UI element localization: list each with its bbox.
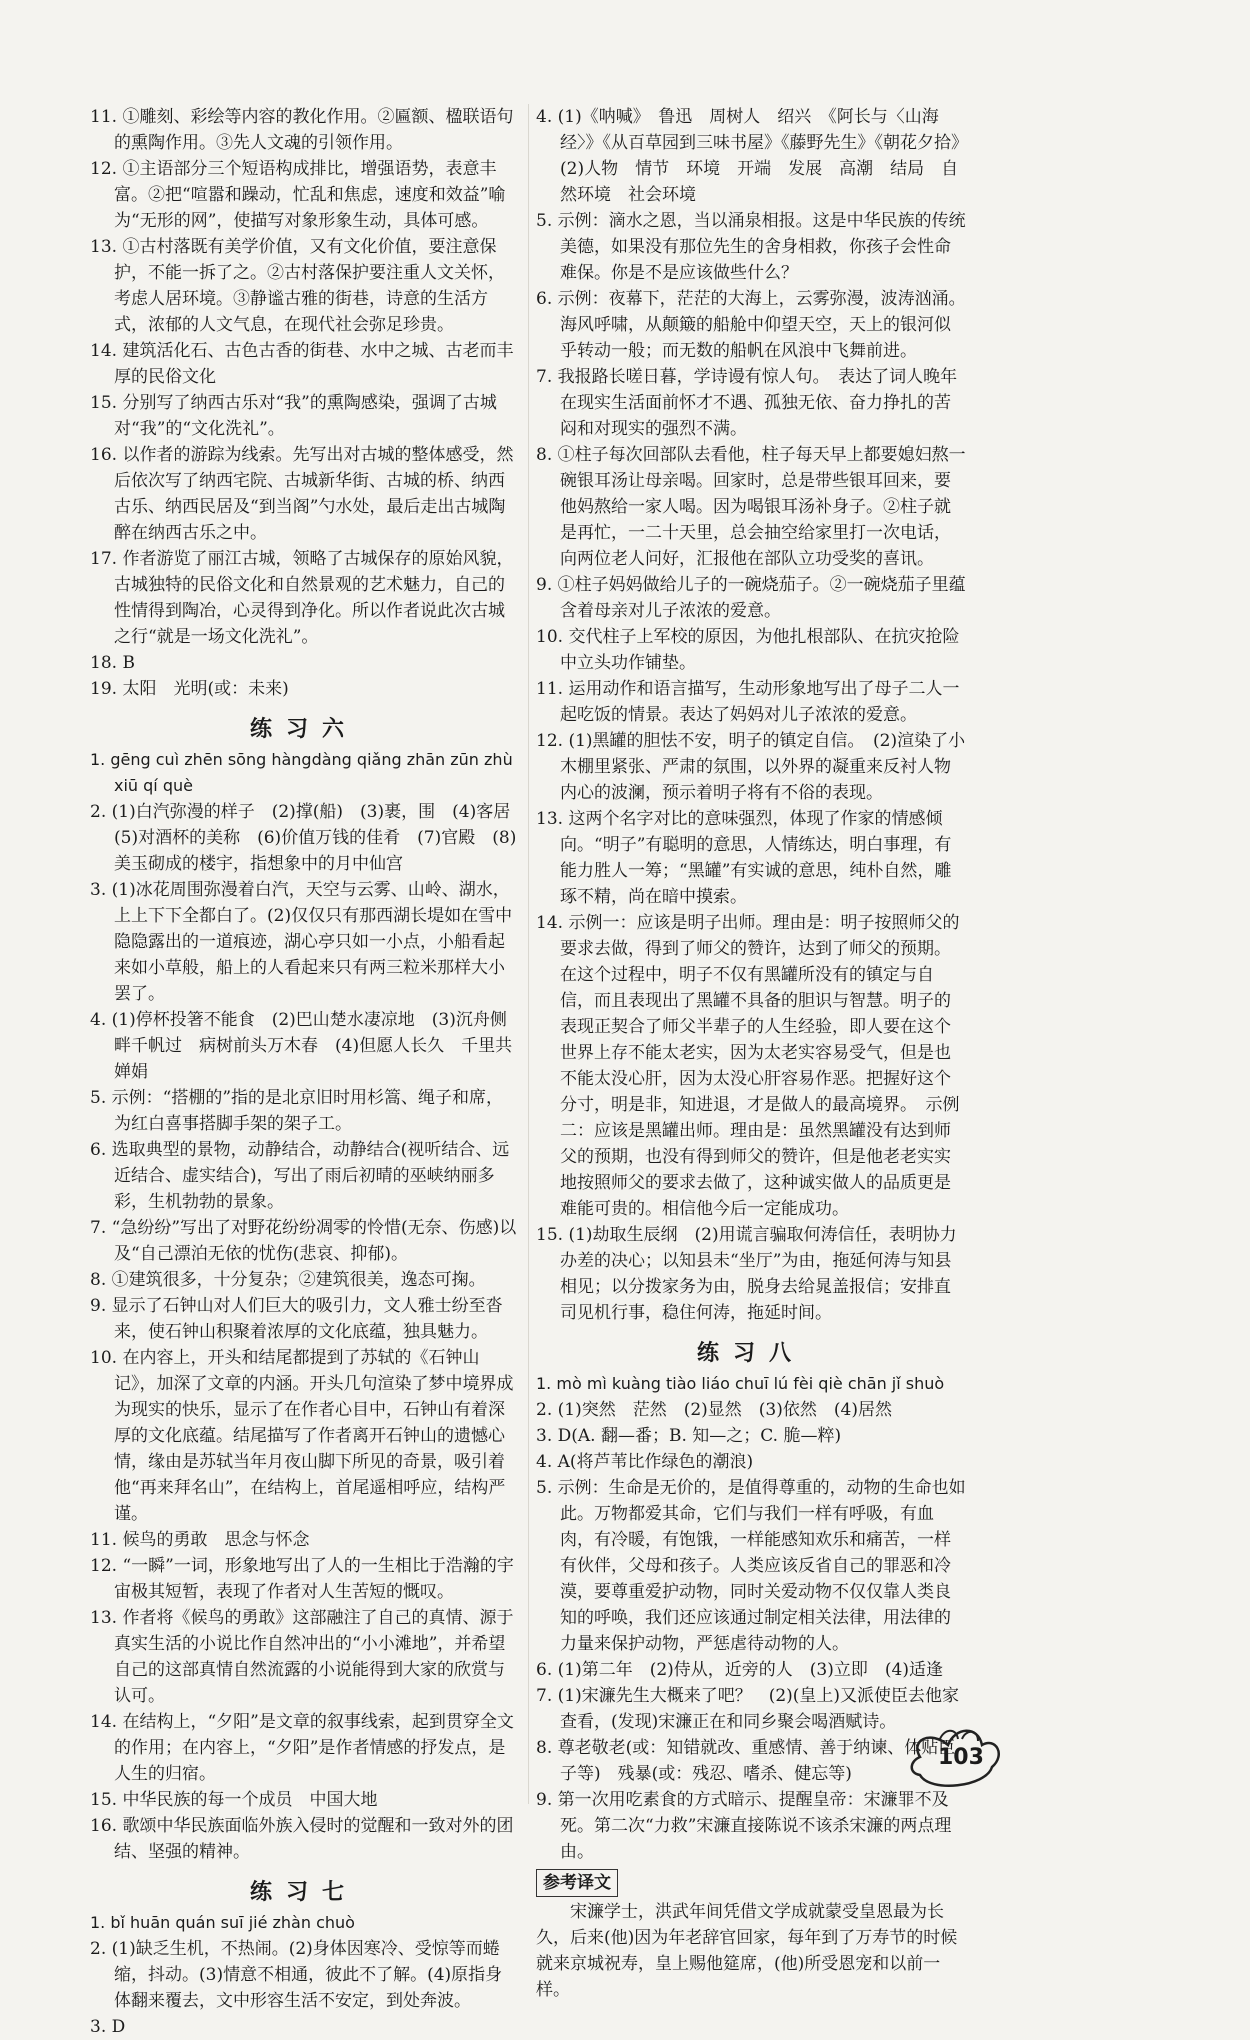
answer-item: 11. 候鸟的勇敢 思念与怀念	[90, 1530, 310, 1550]
answer-item: 3. D(A. 翻—番；B. 知—之；C. 脆—粹)	[536, 1426, 842, 1446]
answer-item: 13. 这两个名字对比的意味强烈，体现了作家的情感倾向。“明子”有聪明的意思，人情练达，明白事理，有能力胜人一筹；“黑罐”有实诚的意思，纯朴自然，雕琢不精，尚在暗中摸索。	[536, 809, 952, 907]
answer-item: 3. D	[90, 2017, 126, 2037]
section-heading-6: 练习六	[249, 716, 358, 742]
left-column	[90, 104, 528, 2040]
answer-item: 10. 交代柱子上军校的原因，为他扎根部队、在抗灾抢险中立头功作铺垫。	[536, 627, 960, 673]
answer-item: 15. 中华民族的每一个成员 中国大地	[90, 1790, 378, 1810]
page-number: 103	[938, 1745, 984, 1770]
answer-item: 5. 示例：滴水之恩，当以涌泉相报。这是中华民族的传统美德，如果没有那位先生的舍身相救，你孩子会性命难保。你是不是应该做些什么？	[536, 211, 966, 283]
answer-item: 14. 示例一：应该是明子出师。理由是：明子按照师父的要求去做，得到了师父的赞许，达到了师父的预期。在这个过程中，明子不仅有黑罐所没有的镇定与自信，而且表现出了黑罐不具备的胆识与智慧。明子的表现正契合了师父半辈子的人生经验，即人要在这个世界上存不能太老实，因为太老实容易受气，但是也不能太没心肝，因为太没心肝容易作恶。把握好这个分寸，明是非，知进退，才是做人的最高境界。 示例二：应该是黑罐出师。理由是：虽然黑罐没有达到师父的预期，也没有得到师父的赞许，但是他老老实实地按照师父的要求去做了，这种诚实做人的品质更是难能可贵的。相信他今后一定能成功。	[536, 913, 960, 1219]
section-heading-8: 练习八	[696, 1340, 805, 1366]
answer-item: 8. ①柱子每次回部队去看他，柱子每天早上都要媳妇熬一碗银耳汤让母亲喝。回家时，总是带些银耳回来，要他妈熬给一家人喝。因为喝银耳汤补身子。②柱子就是再忙，一二十天里，总会抽空给家里打一次电话，向两位老人问好，汇报他在部队立功受奖的喜讯。	[536, 445, 966, 569]
answer-item: 9. 显示了石钟山对人们巨大的吸引力，文人雅士纷至沓来，使石钟山积聚着浓厚的文化底蕴，独具魅力。	[90, 1296, 503, 1342]
answer-item: 16. 歌颂中华民族面临外族入侵时的觉醒和一致对外的团结、坚强的精神。	[90, 1816, 514, 1862]
answer-item: 11. 运用动作和语言描写，生动形象地写出了母子二人一起吃饭的情景。表达了妈妈对儿子浓浓的爱意。	[536, 679, 960, 725]
answer-item: 16. 以作者的游踪为线索。先写出对古城的整体感受，然后依次写了纳西宅院、古城新华街、古城的桥、纳西古乐、纳西民居及“到当阁”勺水处，最后走出古城陶醉在纳西古乐之中。	[90, 445, 514, 543]
section-heading-7: 练习七	[249, 1879, 358, 1905]
answer-item: 9. 第一次用吃素食的方式暗示、提醒皇帝：宋濂罪不及死。第二次“力救”宋濂直接陈说不该杀宋濂的两点理由。	[536, 1790, 952, 1862]
pinyin-answer: 1. mò mì kuàng tiào liáo chuī lú fèi qiè chān jǐ shuò	[536, 1374, 945, 1393]
answer-item: 8. ①建筑很多，十分复杂；②建筑很美，逸态可掬。	[90, 1270, 486, 1290]
answer-item: 7. “急纷纷”写出了对野花纷纷凋零的怜惜(无奈、伤感)以及“自己漂泊无依的忧伤(悲哀、抑郁)。	[90, 1218, 517, 1264]
answer-item: 4. (1)停杯投箸不能食 (2)巴山楚水凄凉地 (3)沉舟侧畔千帆过 病树前头万木春 (4)但愿人长久 千里共婵娟	[90, 1010, 513, 1082]
reference-translation-title: 参考译文	[536, 1869, 618, 1897]
answer-item: 13. 作者将《候鸟的勇敢》这部融注了自己的真情、源于真实生活的小说比作自然冲出的“小小滩地”，并希望自己的这部真情自然流露的小说能得到大家的欣赏与认可。	[90, 1608, 514, 1706]
answer-item: 4. A(将芦苇比作绿色的潮浪)	[536, 1452, 754, 1472]
answer-item: 11. ①雕刻、彩绘等内容的教化作用。②匾额、楹联语句的熏陶作用。③先人文魂的引领作用。	[90, 107, 514, 153]
answer-item: 9. ①柱子妈妈做给儿子的一碗烧茄子。②一碗烧茄子里蕴含着母亲对儿子浓浓的爱意。	[536, 575, 966, 621]
answer-item: 18. B	[90, 653, 135, 673]
answer-item: 10. 在内容上，开头和结尾都提到了苏轼的《石钟山记》，加深了文章的内涵。开头几句渲染了梦中境界成为现实的快乐，显示了在作者心目中，石钟山有着深厚的文化底蕴。结尾描写了作者离开石钟山的遗憾心情，缘由是苏轼当年月夜山脚下所见的奇景，吸引着他“再来拜名山”，在结构上，首尾遥相呼应，结构严谨。	[90, 1348, 514, 1524]
answer-item: 14. 建筑活化石、古色古香的街巷、水中之城、古老而丰厚的民俗文化	[90, 341, 514, 387]
answer-item: 6. 示例：夜幕下，茫茫的大海上，云雾弥漫，波涛汹涌。海风呼啸，从颠簸的船舱中仰望天空，天上的银河似乎转动一般；而无数的船帆在风浪中飞舞前进。	[536, 289, 966, 361]
answer-item: 13. ①古村落既有美学价值，又有文化价值，要注意保护，不能一拆了之。②古村落保护要注重人文关怀，考虑人居环境。③静谧古雅的街巷，诗意的生活方式，浓郁的人文气息，在现代社会弥足珍贵。	[90, 237, 505, 335]
answer-item: 2. (1)缺乏生机，不热闹。(2)身体因寒冷、受惊等而蜷缩，抖动。(3)情意不相通，彼此不了解。(4)原指身体翻来覆去，文中形容生活不安定，到处奔波。	[90, 1939, 503, 2011]
answer-item: 2. (1)突然 茫然 (2)显然 (3)依然 (4)居然	[536, 1400, 892, 1420]
answer-item: 4. (1)《呐喊》 鲁迅 周树人 绍兴 《阿长与〈山海经〉》《从百草园到三味书屋》《藤野先生》《朝花夕拾》 (2)人物 情节 环境 开端 发展 高潮 结局 自然环境 社会环境	[536, 107, 977, 205]
answer-item: 5. 示例：生命是无价的，是值得尊重的，动物的生命也如此。万物都爱其命，它们与我们一样有呼吸，有血肉，有冷暖，有饱饿，一样能感知欢乐和痛苦，一样有伙伴，父母和孩子。人类应该反省自己的罪恶和冷漠，要尊重爱护动物，同时关爱动物不仅仅靠人类良知的呼唤，我们还应该通过制定相关法律，用法律的力量来保护动物，严惩虐待动物的人。	[536, 1478, 966, 1654]
answer-item: 7. 我报路长嗟日暮，学诗谩有惊人句。 表达了词人晚年在现实生活面前怀才不遇、孤独无依、奋力挣扎的苦闷和对现实的强烈不满。	[536, 367, 958, 439]
answer-item: 15. (1)劫取生辰纲 (2)用谎言骗取何涛信任，表明协力办差的决心；以知县未“坐厅”为由，拖延何涛与知县相见；以分拨家务为由，脱身去给晁盖报信；安排直司见机行事，稳住何涛，拖延时间。	[536, 1225, 957, 1323]
answer-item: 7. (1)宋濂先生大概来了吧？ (2)(皇上)又派使臣去他家查看，(发现)宋濂正在和同乡聚会喝酒赋诗。	[536, 1686, 960, 1732]
answer-item: 12. “一瞬”一词，形象地写出了人的一生相比于浩瀚的宇宙极其短暂，表现了作者对人生苦短的慨叹。	[90, 1556, 514, 1602]
answer-item: 6. (1)第二年 (2)侍从，近旁的人 (3)立即 (4)适逢	[536, 1660, 943, 1680]
page-number-badge	[900, 1715, 1010, 1805]
answer-item: 17. 作者游览了丽江古城，领略了古城保存的原始风貌，古城独特的民俗文化和自然景观的艺术魅力，自己的性情得到陶冶，心灵得到净化。所以作者说此次古城之行“就是一场文化洗礼”。	[90, 549, 514, 647]
reference-translation-text: 宋濂学士，洪武年间凭借文学成就蒙受皇恩最为长久，后来(他)因为年老辞官回家，每年到了万寿节的时候就来京城祝寿，皇上赐他筵席，(他)所受恩宠和以前一样。	[536, 1902, 958, 2000]
pinyin-answer: 1. gēng cuì zhēn sōng hàngdàng qiǎng zhān zūn zhù xiū qí què	[90, 750, 513, 795]
answer-item: 19. 太阳 光明(或：未来)	[90, 679, 289, 699]
answer-item: 3. (1)冰花周围弥漫着白汽，天空与云雾、山岭、湖水，上上下下全都白了。(2)仅仅只有那西湖长堤如在雪中隐隐露出的一道痕迹，湖心亭只如一小点，小船看起来如小草般，船上的人看起来只有两三粒米那样大小罢了。	[90, 880, 513, 1004]
answer-item: 14. 在结构上，“夕阳”是文章的叙事线索，起到贯穿全文的作用；在内容上，“夕阳”是作者情感的抒发点，是人生的归宿。	[90, 1712, 514, 1784]
answer-item: 12. ①主语部分三个短语构成排比，增强语势，表意丰富。②把“喧嚣和躁动，忙乱和焦虑，速度和效益”喻为“无形的网”，使描写对象形象生动，具体可感。	[90, 159, 506, 231]
answer-item: 8. 尊老敬老(或：知错就改、重感情、善于纳谏、体贴臣子等) 残暴(或：残忍、嗜杀、健忘等)	[536, 1738, 956, 1784]
column-divider	[528, 104, 529, 1804]
answer-item: 5. 示例：“搭棚的”指的是北京旧时用杉篙、绳子和席，为红白喜事搭脚手架的架子工。	[90, 1088, 504, 1134]
answer-item: 6. 选取典型的景物，动静结合，动静结合(视听结合、远近结合、虚实结合)，写出了雨后初晴的巫峡纳丽多彩，生机勃勃的景象。	[90, 1140, 510, 1212]
answer-item: 15. 分别写了纳西古乐对“我”的熏陶感染，强调了古城对“我”的“文化洗礼”。	[90, 393, 497, 439]
answer-item: 2. (1)白汽弥漫的样子 (2)撑(船) (3)裹，围 (4)客居 (5)对酒杯的美称 (6)价值万钱的佳肴 (7)官殿 (8)美玉砌成的楼宇，指想象中的月中仙宫	[90, 802, 528, 874]
answer-item: 12. (1)黑罐的胆怯不安，明子的镇定自信。 (2)渲染了小木棚里紧张、严肃的氛围，以外界的凝重来反衬人物内心的波澜，预示着明子将有不俗的表现。	[536, 731, 966, 803]
pinyin-answer: 1. bǐ huān quán suī jié zhàn chuò	[90, 1913, 355, 1932]
